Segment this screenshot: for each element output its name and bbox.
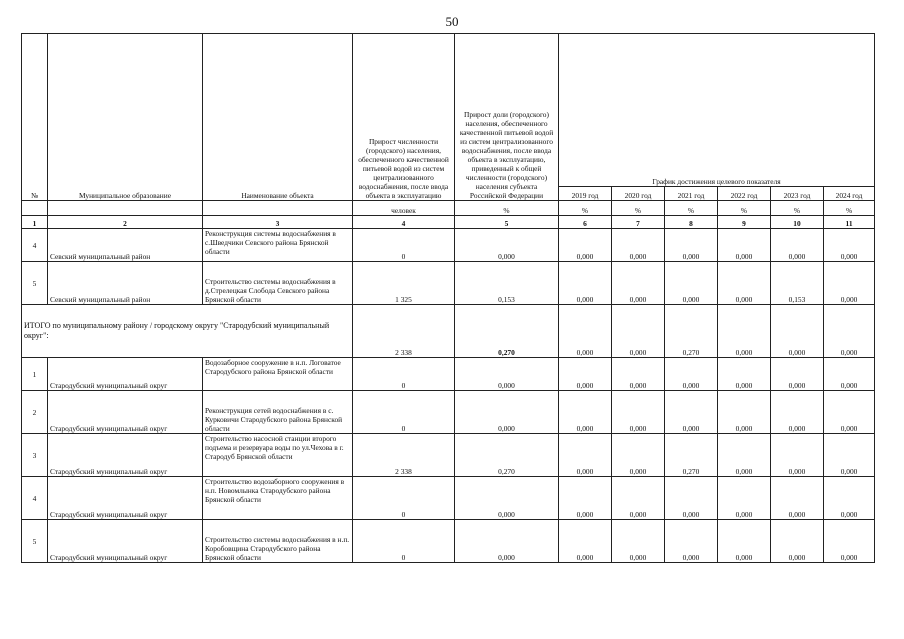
share-cell: 0,000 bbox=[455, 391, 559, 434]
year-value: 0,000 bbox=[665, 262, 718, 305]
year-value: 0,000 bbox=[824, 520, 875, 563]
object-cell: Водозаборное сооружение в н.п. Логоватое Стародубского района Брянской области bbox=[203, 358, 353, 391]
share-cell: 0,000 bbox=[455, 229, 559, 262]
year-value: 0,000 bbox=[612, 229, 665, 262]
year-value: 0,000 bbox=[771, 305, 824, 358]
header-year: 2020 год bbox=[612, 187, 665, 201]
share-cell: 0,000 bbox=[455, 358, 559, 391]
year-value: 0,000 bbox=[612, 434, 665, 477]
year-value: 0,000 bbox=[824, 358, 875, 391]
year-value: 0,000 bbox=[771, 229, 824, 262]
table-row bbox=[22, 358, 875, 391]
unit-percent: % bbox=[665, 201, 718, 216]
people-cell: 0 bbox=[353, 391, 455, 434]
row-number: 2 bbox=[22, 391, 48, 434]
share-cell: 0,000 bbox=[455, 477, 559, 520]
header-no: № bbox=[22, 34, 48, 201]
header-municipality: Муниципальное образование bbox=[48, 34, 203, 201]
object-cell: Строительство насосной станции второго подъема и резервуара воды по ул.Чехова в г. Стародуб Брянской области bbox=[203, 434, 353, 477]
unit-percent: % bbox=[718, 201, 771, 216]
year-value: 0,000 bbox=[718, 262, 771, 305]
header-object: Наименование объекта bbox=[203, 34, 353, 201]
year-value: 0,000 bbox=[612, 391, 665, 434]
year-value: 0,000 bbox=[612, 305, 665, 358]
object-cell: Строительство системы водоснабжения в д.Стрелецкая Слобода Севского района Брянской области bbox=[203, 262, 353, 305]
year-value: 0,000 bbox=[559, 262, 612, 305]
unit-percent: % bbox=[824, 201, 875, 216]
target-indicator-table bbox=[21, 33, 875, 563]
year-value: 0,153 bbox=[771, 262, 824, 305]
share-cell: 0,000 bbox=[455, 520, 559, 563]
object-cell: Строительство водозаборного сооружения в н.п. Новомлынка Стародубского района Брянской области bbox=[203, 477, 353, 520]
year-value: 0,000 bbox=[718, 520, 771, 563]
object-cell: Реконструкция сетей водоснабжения в с. Курковичи Стародубского района Брянской области bbox=[203, 391, 353, 434]
municipality-cell: Стародубский муниципальный округ bbox=[48, 520, 203, 563]
row-number: 3 bbox=[22, 434, 48, 477]
year-value: 0,000 bbox=[665, 358, 718, 391]
year-value: 0,270 bbox=[665, 434, 718, 477]
total-people: 2 338 bbox=[353, 305, 455, 358]
year-value: 0,000 bbox=[824, 229, 875, 262]
column-number: 10 bbox=[771, 216, 824, 229]
municipality-cell: Севский муниципальный район bbox=[48, 229, 203, 262]
row-number: 4 bbox=[22, 229, 48, 262]
share-cell: 0,153 bbox=[455, 262, 559, 305]
column-number: 5 bbox=[455, 216, 559, 229]
unit-percent: % bbox=[559, 201, 612, 216]
year-value: 0,000 bbox=[559, 477, 612, 520]
year-value: 0,000 bbox=[612, 477, 665, 520]
row-number: 4 bbox=[22, 477, 48, 520]
table-row bbox=[22, 229, 875, 262]
year-value: 0,000 bbox=[718, 477, 771, 520]
column-number: 3 bbox=[203, 216, 353, 229]
people-cell: 0 bbox=[353, 520, 455, 563]
people-cell: 2 338 bbox=[353, 434, 455, 477]
year-value: 0,000 bbox=[824, 477, 875, 520]
total-share: 0,270 bbox=[455, 305, 559, 358]
header-year: 2021 год bbox=[665, 187, 718, 201]
year-value: 0,270 bbox=[665, 305, 718, 358]
year-value: 0,000 bbox=[718, 391, 771, 434]
row-number: 5 bbox=[22, 262, 48, 305]
table-row bbox=[22, 434, 875, 477]
unit-percent: % bbox=[455, 201, 559, 216]
unit-people: человек bbox=[353, 201, 455, 216]
table-row bbox=[22, 477, 875, 520]
year-value: 0,000 bbox=[718, 305, 771, 358]
page-number: 50 bbox=[445, 14, 459, 29]
people-cell: 0 bbox=[353, 229, 455, 262]
year-value: 0,000 bbox=[559, 391, 612, 434]
column-number: 11 bbox=[824, 216, 875, 229]
year-value: 0,000 bbox=[718, 358, 771, 391]
people-cell: 0 bbox=[353, 477, 455, 520]
column-number: 2 bbox=[48, 216, 203, 229]
year-value: 0,000 bbox=[771, 358, 824, 391]
year-value: 0,000 bbox=[824, 391, 875, 434]
year-value: 0,000 bbox=[665, 391, 718, 434]
year-value: 0,000 bbox=[665, 477, 718, 520]
header-growth-population: Прирост численности (городского) населения, обеспеченного качественной питьевой водой из систем централизованного водоснабжения, после ввода объекта в эксплуатацию bbox=[353, 34, 455, 201]
column-number: 9 bbox=[718, 216, 771, 229]
year-value: 0,000 bbox=[559, 434, 612, 477]
year-value: 0,000 bbox=[771, 520, 824, 563]
year-value: 0,000 bbox=[559, 358, 612, 391]
year-value: 0,000 bbox=[718, 229, 771, 262]
header-year: 2023 год bbox=[771, 187, 824, 201]
column-number: 6 bbox=[559, 216, 612, 229]
table-row bbox=[22, 262, 875, 305]
year-value: 0,000 bbox=[771, 477, 824, 520]
object-cell: Реконструкция системы водоснабжения в с.Шведчики Севского района Брянской области bbox=[203, 229, 353, 262]
header-year: 2024 год bbox=[824, 187, 875, 201]
year-value: 0,000 bbox=[559, 305, 612, 358]
year-value: 0,000 bbox=[559, 229, 612, 262]
unit-percent: % bbox=[771, 201, 824, 216]
year-value: 0,000 bbox=[612, 520, 665, 563]
year-value: 0,000 bbox=[612, 358, 665, 391]
year-value: 0,000 bbox=[824, 434, 875, 477]
share-cell: 0,270 bbox=[455, 434, 559, 477]
year-value: 0,000 bbox=[665, 229, 718, 262]
municipality-cell: Стародубский муниципальный округ bbox=[48, 358, 203, 391]
object-cell: Строительство системы водоснабжения в н.п. Коробовщина Стародубского района Брянской области bbox=[203, 520, 353, 563]
year-value: 0,000 bbox=[665, 520, 718, 563]
year-value: 0,000 bbox=[824, 305, 875, 358]
row-number: 5 bbox=[22, 520, 48, 563]
people-cell: 1 325 bbox=[353, 262, 455, 305]
municipality-cell: Севский муниципальный район bbox=[48, 262, 203, 305]
header-schedule: График достижения целевого показателя bbox=[559, 34, 875, 187]
municipality-cell: Стародубский муниципальный округ bbox=[48, 477, 203, 520]
column-number: 4 bbox=[353, 216, 455, 229]
total-row bbox=[22, 305, 875, 358]
year-value: 0,000 bbox=[824, 262, 875, 305]
year-value: 0,000 bbox=[559, 520, 612, 563]
year-value: 0,000 bbox=[771, 391, 824, 434]
row-number: 1 bbox=[22, 358, 48, 391]
total-label: ИТОГО по муниципальному району / городскому округу "Стародубский муниципальный округ": bbox=[22, 305, 353, 358]
column-number: 7 bbox=[612, 216, 665, 229]
column-number: 8 bbox=[665, 216, 718, 229]
table-row bbox=[22, 391, 875, 434]
header-year: 2019 год bbox=[559, 187, 612, 201]
year-value: 0,000 bbox=[771, 434, 824, 477]
municipality-cell: Стародубский муниципальный округ bbox=[48, 434, 203, 477]
table-row bbox=[22, 520, 875, 563]
header-growth-share: Прирост доли (городского) населения, обеспеченного качественной питьевой водой из систем централизованного водоснабжения, после ввода объекта в эксплуатацию, приведенный к общей численности (городского) населения субъекта Российской Федерации bbox=[455, 34, 559, 201]
people-cell: 0 bbox=[353, 358, 455, 391]
unit-percent: % bbox=[612, 201, 665, 216]
municipality-cell: Стародубский муниципальный округ bbox=[48, 391, 203, 434]
year-value: 0,000 bbox=[612, 262, 665, 305]
header-year: 2022 год bbox=[718, 187, 771, 201]
year-value: 0,000 bbox=[718, 434, 771, 477]
column-number: 1 bbox=[22, 216, 48, 229]
